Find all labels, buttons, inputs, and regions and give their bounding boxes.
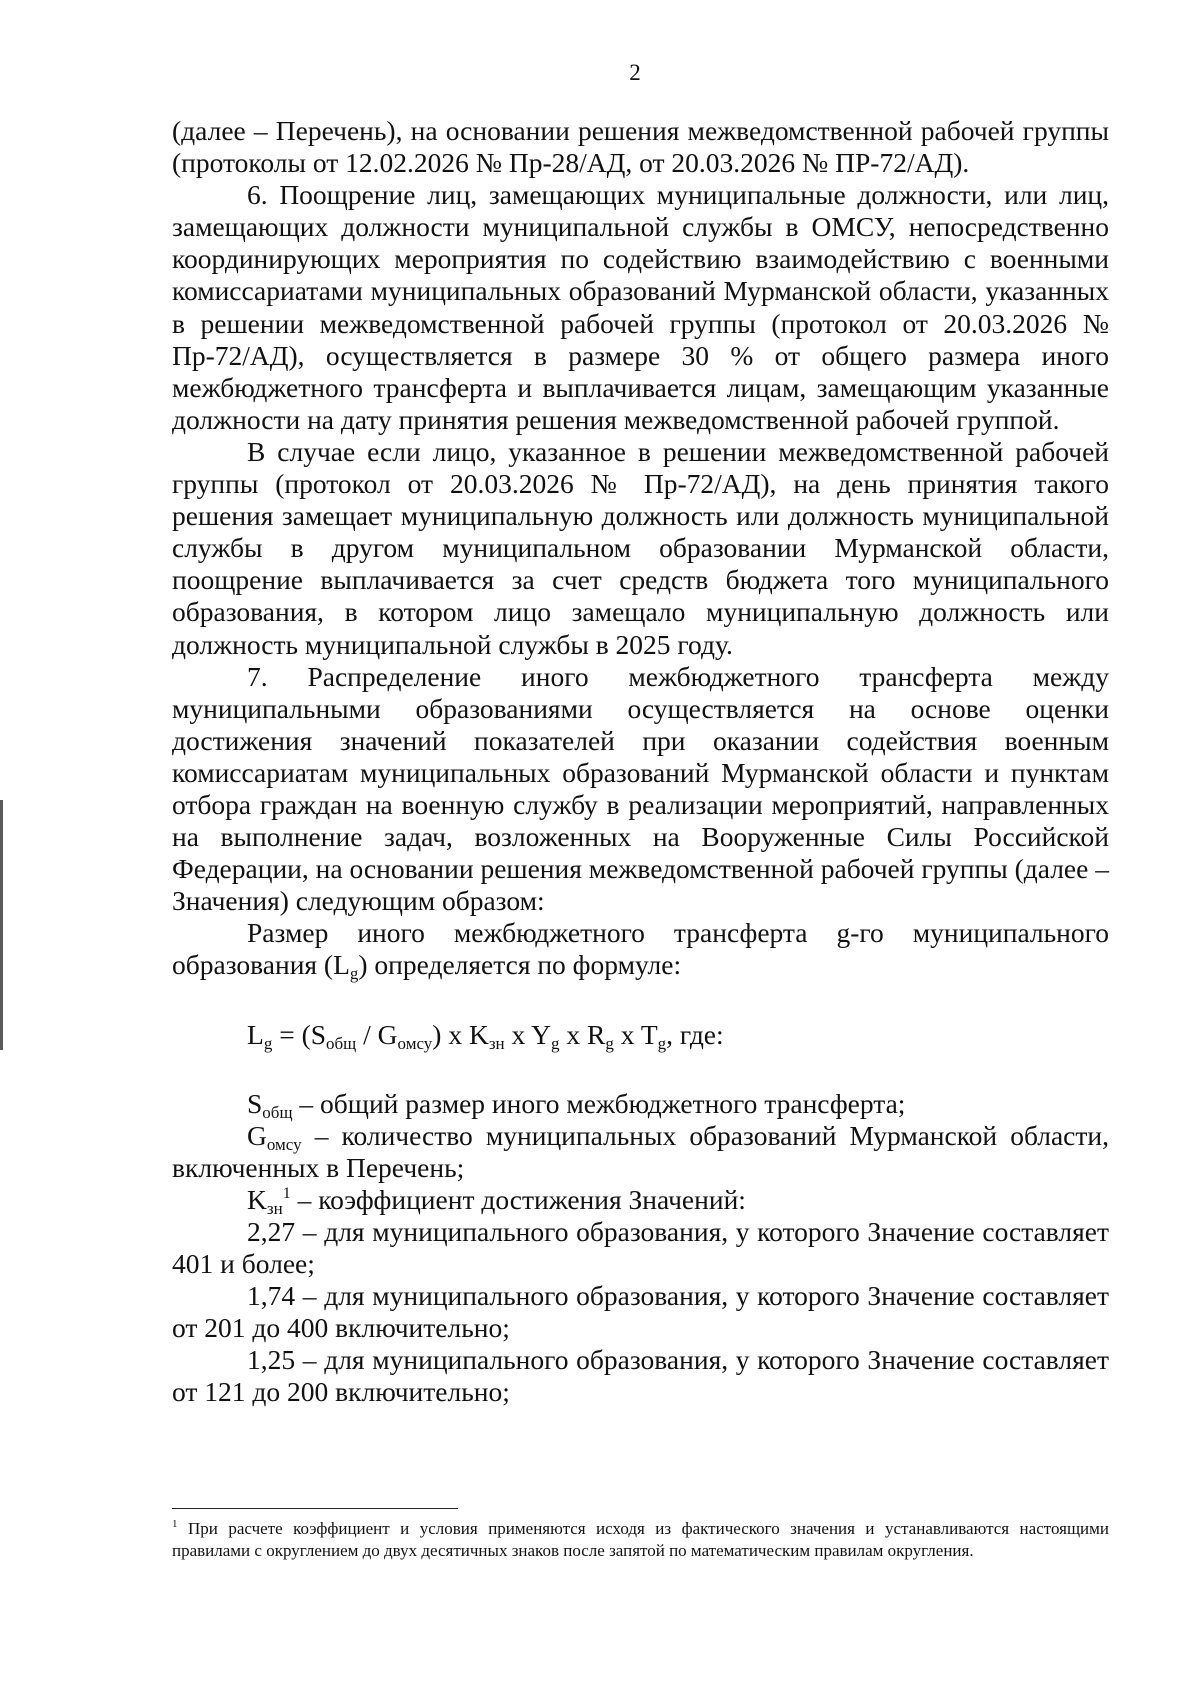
document-body <box>172 115 1109 1408</box>
formula-Y: x Y <box>504 1018 551 1050</box>
footnote-reference: 1 <box>282 1184 291 1202</box>
formula-T-sub: g <box>657 1033 667 1053</box>
formula-intro-tail: ) определяется по формуле: <box>358 949 682 981</box>
formula-T: x T <box>613 1018 658 1050</box>
definition-k-symbol: K <box>247 1183 267 1215</box>
paragraph-item-6-case: В случае если лицо, указанное в решении межведомственной рабочей группы (протокол от 20.03.2026 № Пр-72/АД), на день принятия такого решения замещает муниципальную должность или должность муниципальной службы в другом муниципальном образовании Мурманской области, поощрение выплачивается за счет средств бюджета того муниципального образования, в котором лицо замещало муниципальную должность или должность муниципальной службы в 2025 году. <box>172 435 1109 660</box>
coefficient-item: 2,27 – для муниципального образования, у которого Значение составляет 401 и более; <box>172 1215 1109 1279</box>
scan-edge-mark <box>0 800 3 1050</box>
paragraph-item-7: 7. Распределение иного межбюджетного трансферта между муниципальными образованиями осуществляется на основе оценки достижения значений показателей при оказании содействия военным комиссариатам муниципальных образований Мурманской области и пунктам отбора граждан на военную службу в реализации мероприятий, направленных на выполнение задач, возложенных на Вооруженные Силы Российской Федерации, на основании решения межведомственной рабочей группы (далее – Значения) следующим образом: <box>172 660 1109 917</box>
definition-k-subscript: зн <box>266 1198 283 1218</box>
paragraph-formula-intro <box>172 917 1109 984</box>
definition-g-subscript: омсу <box>266 1134 302 1154</box>
paragraph-item-6: 6. Поощрение лиц, замещающих муниципальные должности, или лиц, замещающих должности муниципальной службы в ОМСУ, непосредственно координирующих мероприятия по содействию взаимодействию с военными комиссариатами муниципальных образований Мурманской области, указанных в решении межведомственной рабочей группы (протокол от 20.03.2026 № Пр-72/АД), осуществляется в размере 30 % от общего размера иного межбюджетного трансферта и выплачивается лицам, замещающим указанные должности на дату принятия решения межведомственной рабочей группой. <box>172 179 1109 435</box>
formula-K-sub: зн <box>488 1033 505 1053</box>
definition-k <box>172 1184 1109 1216</box>
footnote-text: При расчете коэффициент и условия применяются исходя из фактического значения и устанавливаются настоящими правилами с округлением до двух десятичных знаков после запятой по математическим правилам округления. <box>172 1519 1109 1560</box>
formula-eq-S: = (S <box>272 1018 327 1050</box>
formula-L: L <box>247 1018 264 1050</box>
paragraph-continuation: (далее – Перечень), на основании решения межведомственной рабочей группы (протоколы от 12.02.2026 № Пр-28/АД, от 20.03.2026 № ПР-72/АД). <box>172 115 1109 179</box>
formula-S-sub: общ <box>326 1033 357 1053</box>
definition-g <box>172 1120 1109 1184</box>
formula-tail: , где: <box>666 1018 724 1050</box>
formula-Y-sub: g <box>551 1033 560 1053</box>
definition-s-subscript: общ <box>262 1102 293 1122</box>
formula-G-sub: омсу <box>397 1033 433 1053</box>
coefficient-item: 1,25 – для муниципального образования, у которого Значение составляет от 121 до 200 включительно; <box>172 1344 1109 1408</box>
distribution-formula <box>247 1019 1109 1051</box>
definition-g-text: – количество муниципальных образований Мурманской области, включенных в Перечень; <box>172 1119 1109 1183</box>
definition-s-symbol: S <box>247 1087 263 1119</box>
definition-s <box>172 1088 1109 1120</box>
coefficient-item: 1,74 – для муниципального образования, у которого Значение составляет от 201 до 400 включительно; <box>172 1280 1109 1344</box>
footnote <box>172 1518 1109 1562</box>
footnote-marker: 1 <box>172 1518 178 1530</box>
formula-intro-text: Размер иного межбюджетного трансферта g-го муниципального образования (L <box>172 917 1109 981</box>
formula-L-sub: g <box>263 1033 273 1053</box>
formula-R-sub: g <box>605 1033 614 1053</box>
definition-s-text: – общий размер иного межбюджетного трансферта; <box>292 1087 906 1119</box>
formula-R: x R <box>559 1018 606 1050</box>
page-number: 2 <box>629 60 641 85</box>
definition-g-symbol: G <box>247 1119 267 1151</box>
formula-intro-subscript: g <box>349 964 359 984</box>
formula-K: ) x K <box>432 1018 489 1050</box>
footnote-divider <box>172 1508 458 1509</box>
definition-k-text: – коэффициент достижения Значений: <box>290 1183 746 1215</box>
formula-slash-G: / G <box>356 1018 398 1050</box>
